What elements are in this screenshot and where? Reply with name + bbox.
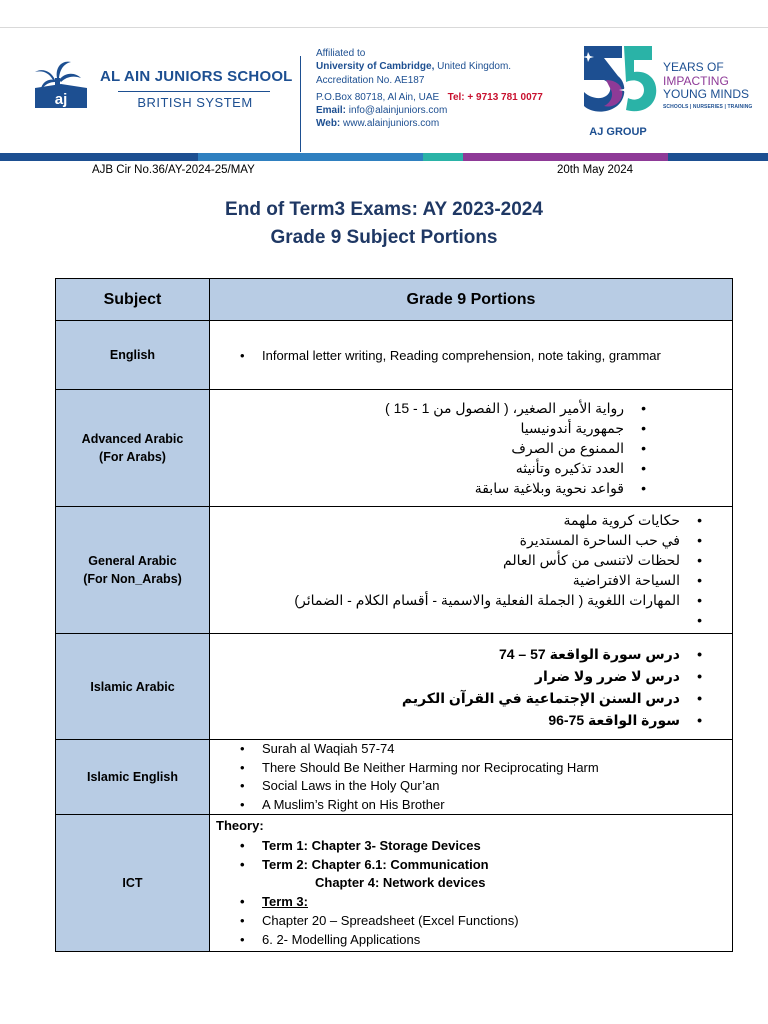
portions-advanced-arabic — [210, 390, 733, 507]
portions-ict — [210, 815, 733, 952]
list-item: لحظات لاتنسى من كأس العالم • — [210, 550, 732, 570]
university-name: University of Cambridge, — [316, 61, 435, 73]
email-link[interactable]: info@alainjuniors.com — [346, 105, 448, 117]
list-item: • Chapter 20 – Spreadsheet (Excel Functions) — [216, 911, 732, 930]
brand-stripe-navy — [0, 153, 198, 161]
list-item: درس السنن الإجتماعية في القرآن الكريم • — [210, 687, 732, 709]
email-line — [316, 104, 543, 117]
subject-qualifier: (For Arabs) — [99, 450, 166, 464]
subject-islamic-arabic: Islamic Arabic — [56, 634, 210, 740]
ict-theory-label: Theory: — [216, 818, 264, 833]
accreditation: Accreditation No. AE187 — [316, 74, 425, 86]
tagline-line-3: YOUNG MINDS — [663, 87, 750, 101]
contact-block — [316, 47, 543, 131]
list-item: درس سورة الواقعة 57 – 74 • — [210, 643, 732, 665]
tagline-line-4: SCHOOLS | NURSERIES | TRAINING — [663, 103, 753, 110]
letterhead — [0, 27, 768, 154]
list-item: المهارات اللغوية ( الجملة الفعلية والاسمية - أقسام الكلام - الضمائر) • — [210, 590, 732, 610]
list-item — [210, 610, 732, 630]
tagline-line-2: IMPACTING — [663, 73, 729, 88]
list-item: • Term 1: Chapter 3- Storage Devices — [216, 836, 732, 855]
list-item: السياحة الافتراضية • — [210, 570, 732, 590]
list-item: • 6. 2- Modelling Applications — [216, 930, 732, 949]
web-line — [316, 117, 543, 130]
list-item: حكايات كروية ملهمة • — [210, 510, 732, 530]
affiliation-line — [316, 60, 543, 73]
tagline — [663, 61, 752, 111]
list-item: رواية الأمير الصغير، ( الفصول من 1 - 15 ) • — [210, 398, 732, 418]
subject-ict: ICT — [56, 815, 210, 952]
svg-text:aj: aj — [54, 91, 68, 108]
po-box: P.O.Box 80718, Al Ain, UAE — [316, 91, 440, 103]
page-title: End of Term3 Exams: AY 2023-2024 — [225, 199, 543, 220]
portions-islamic-arabic — [210, 634, 733, 740]
header-portions: Grade 9 Portions — [210, 279, 733, 321]
tel-number: + 9713 781 0077 — [464, 91, 543, 103]
email-label: Email: — [316, 105, 347, 117]
list-item: الممنوع من الصرف • — [210, 438, 732, 458]
school-name-divider — [118, 91, 270, 92]
list-item: • Informal letter writing, Reading comprehension, note taking, grammar — [210, 346, 732, 365]
header-divider — [300, 56, 301, 152]
row-general-arabic — [56, 507, 733, 634]
list-item: • Term 2: Chapter 6.1: Communication — [216, 855, 732, 874]
web-label: Web: — [316, 118, 341, 130]
portions-islamic-english — [210, 740, 733, 815]
list-item: • A Muslim’s Right on His Brother — [210, 796, 732, 815]
list-item: • Term 3: — [216, 892, 732, 911]
brand-stripe-navy-end — [668, 153, 768, 161]
school-name: AL AIN JUNIORS SCHOOL — [100, 68, 293, 85]
list-item: • There Should Be Neither Harming nor Reciprocating Harm — [210, 759, 732, 778]
subject-advanced-arabic — [56, 390, 210, 507]
portions-table — [55, 278, 733, 952]
table-header-row — [56, 279, 733, 321]
subject-english: English — [56, 321, 210, 390]
subject-islamic-english: Islamic English — [56, 740, 210, 815]
header-subject: Subject — [56, 279, 210, 321]
list-item: درس لا ضرر ولا ضرار • — [210, 665, 732, 687]
aj-group-label: AJ GROUP — [589, 126, 647, 138]
subject-general-arabic — [56, 507, 210, 634]
school-logo-icon — [33, 58, 89, 110]
subject-name: Advanced Arabic — [81, 432, 184, 446]
ict-term2-continuation: Chapter 4: Network devices — [315, 874, 486, 890]
row-ict — [56, 815, 733, 952]
circular-number: AJB Cir No.36/AY-2024-25/MAY — [92, 164, 255, 176]
list-item: • Social Laws in the Holy Qur’an — [210, 777, 732, 796]
address-line — [316, 91, 543, 104]
web-link[interactable]: www.alainjuniors.com — [340, 118, 440, 130]
brand-stripe-purple — [463, 153, 668, 161]
circular-date: 20th May 2024 — [557, 164, 634, 176]
country: United Kingdom. — [434, 61, 512, 73]
brand-stripe-teal — [423, 153, 463, 161]
subject-qualifier: (For Non_Arabs) — [83, 572, 182, 586]
tel-label: Tel: — [447, 91, 465, 103]
portions-english — [210, 321, 733, 390]
page-subtitle: Grade 9 Subject Portions — [270, 227, 498, 248]
portions-general-arabic — [210, 507, 733, 634]
row-islamic-arabic — [56, 634, 733, 740]
subject-name: General Arabic — [88, 554, 177, 568]
list-item: في حب الساحرة المستديرة • — [210, 530, 732, 550]
row-advanced-arabic — [56, 390, 733, 507]
brand-stripe-blue — [198, 153, 423, 161]
affiliated-label: Affiliated to — [316, 48, 366, 59]
list-item: قواعد نحوية وبلاغية سابقة • — [210, 478, 732, 498]
list-item: العدد تذكيره وتأنيثه • — [210, 458, 732, 478]
tagline-line-1: YEARS OF — [663, 60, 724, 74]
row-islamic-english — [56, 740, 733, 815]
list-item: • Surah al Waqiah 57-74 — [210, 740, 732, 759]
row-english — [56, 321, 733, 390]
list-item: سورة الواقعة 75-96 • — [210, 709, 732, 731]
list-item: جمهورية أندونيسيا • — [210, 418, 732, 438]
school-subtitle: BRITISH SYSTEM — [137, 95, 253, 110]
